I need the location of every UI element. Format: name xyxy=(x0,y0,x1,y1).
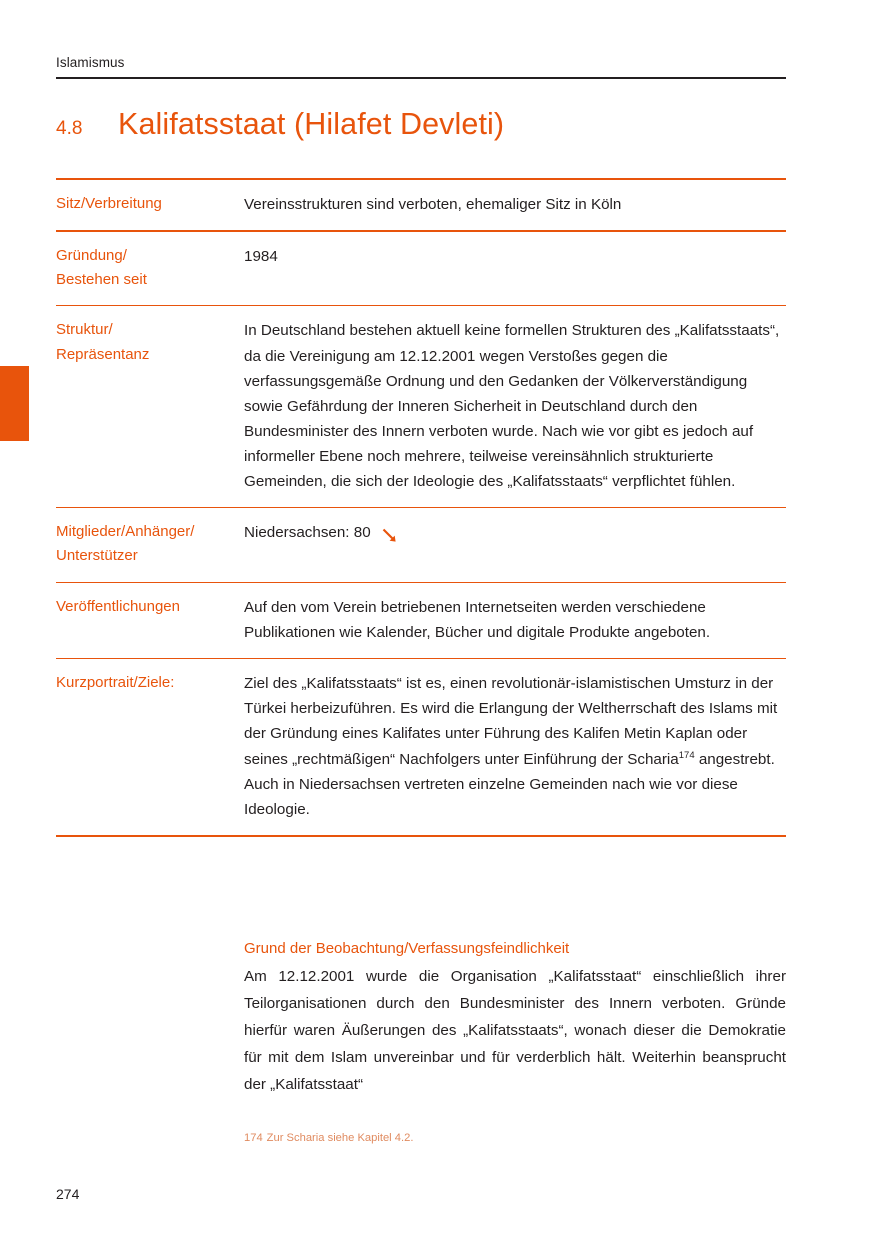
row-label-struktur: Struktur/ Repräsentanz xyxy=(56,321,150,363)
footnote-number: 174 xyxy=(244,1132,263,1144)
section-title: Kalifatsstaat (Hilafet Devleti) xyxy=(118,107,505,141)
section-number: 4.8 xyxy=(56,118,83,139)
page-title xyxy=(56,108,786,142)
kurzportrait-text-part-1: Ziel des „Kalifatsstaats“ ist es, einen revolutionär-islamistischen Umsturz in der Türkei herbeizuführen. Es wird die Erlangung der Weltherrschaft des Islams mit der Gründung eines Kalifates unter Führung des Kalifen Metin Kaplan oder seines „rechtmäßigen“ Nachfolgers unter Einführung der Scharia xyxy=(244,675,778,768)
closing-heading: Grund der Beobachtung/Verfassungsfeindlichkeit xyxy=(244,940,570,957)
row-value-veroeffentlichungen: Auf den vom Verein betriebenen Internetseiten werden verschiedene Publikationen wie Kalender, Bücher und digitale Produkte angeboten. xyxy=(244,598,711,642)
running-head-rule xyxy=(56,77,786,79)
row-value-struktur: In Deutschland bestehen aktuell keine formellen Strukturen des „Kalifatsstaats“, da die Vereinigung am 12.12.2001 wegen Verstoßes gegen die verfassungsgemäße Ordnung und den Gedanken der Völkerverständigung sowie Gefährdung der Inneren Sicherheit in Deutschland durch den Bundesminister des Innern verboten wurde. Nach wie vor gibt es jedoch auf informeller Ebene noch mehrere, teilweise vereinsähnlich strukturierte Gemeinden, die sich der Ideologie des „Kalifatsstaats“ verpflichtet fühlen. xyxy=(244,322,780,490)
row-label-veroeffentlichungen: Veröffentlichungen xyxy=(56,597,180,615)
table-row xyxy=(56,583,786,658)
footnote-marker[interactable]: 174 xyxy=(678,749,695,761)
footnote-text: Zur Scharia siehe Kapitel 4.2. xyxy=(266,1132,414,1144)
closing-section xyxy=(244,938,786,1098)
row-value-gruendung: 1984 xyxy=(244,247,278,265)
closing-paragraph: Am 12.12.2001 wurde die Organisation „Kalifatsstaat“ einschließlich ihrer Teilorganisationen durch den Bundesminister des Innern verboten. Gründe hierfür waren Äußerungen des „Kalifatsstaats“, wonach dieser die Demokratie für mit dem Islam unvereinbar und für verderblich hält. Weiterhin beansprucht der „Kalifatsstaat“ xyxy=(244,967,786,1093)
table-row xyxy=(56,306,786,507)
chapter-tab-marker xyxy=(0,366,29,441)
table-row xyxy=(56,180,786,230)
footnote xyxy=(244,1131,786,1147)
table-row xyxy=(56,659,786,834)
kurzportrait-text-part-2: angestrebt. Auch in Niedersachsen vertreten einzelne Gemeinden nach wie vor diese Ideologie. xyxy=(244,750,775,818)
organization-info-table xyxy=(56,178,786,837)
row-value-kurzportrait xyxy=(244,671,786,821)
member-count-text: Niedersachsen: 80 xyxy=(244,524,371,542)
row-label-sitz-verbreitung: Sitz/Verbreitung xyxy=(56,195,162,213)
row-value-sitz-verbreitung: Vereinsstrukturen sind verboten, ehemaliger Sitz in Köln xyxy=(244,196,622,214)
table-rule-bottom xyxy=(56,835,786,837)
row-label-mitglieder: Mitglieder/Anhänger/ Unterstützer xyxy=(56,523,195,565)
row-label-kurzportrait: Kurzportrait/Ziele: xyxy=(56,674,175,692)
arrow-down-right-icon xyxy=(382,526,397,541)
page-number: 274 xyxy=(56,1186,80,1202)
table-row xyxy=(56,232,786,306)
table-row xyxy=(56,508,786,582)
row-value-mitglieder xyxy=(244,520,786,545)
row-label-gruendung: Gründung/ Bestehen seit xyxy=(56,246,147,288)
running-head: Islamismus xyxy=(56,55,125,70)
